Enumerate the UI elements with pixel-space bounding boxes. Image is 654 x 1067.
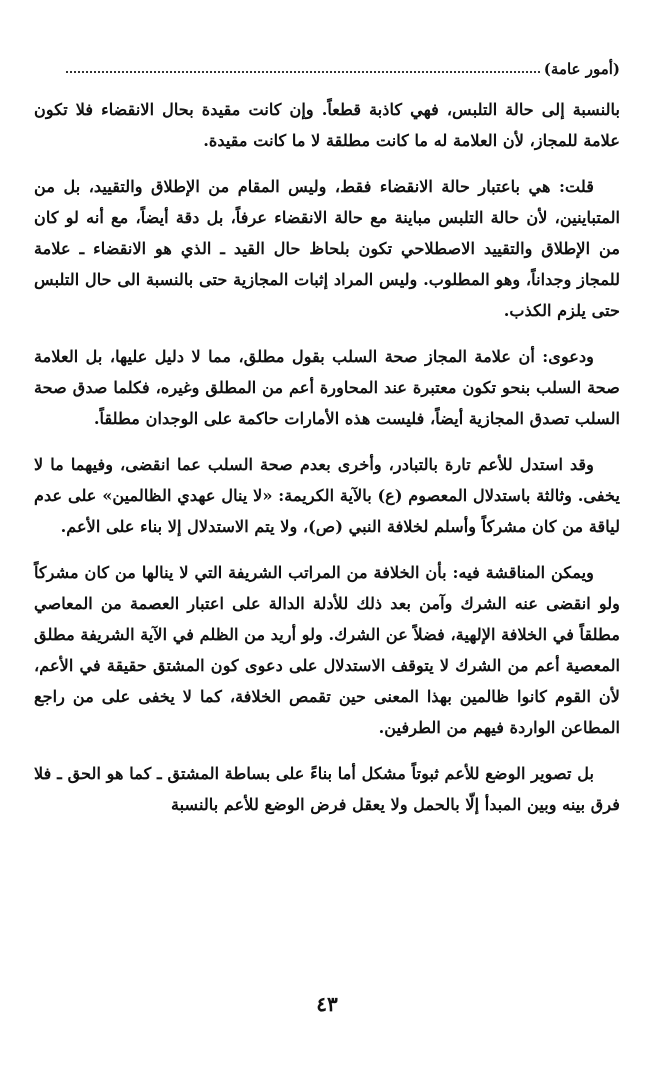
header-title: (أمور عامة) bbox=[543, 60, 620, 78]
page-number: ٤٣ bbox=[316, 992, 338, 1016]
paragraph-6: بل تصوير الوضع للأعم ثبوتاً مشكل أما بناءً على بساطة المشتق ـ كما هو الحق ـ فلا فرق بينه وبين المبدأ إلّا بالحمل ولا يعقل فرض الوضع للأعم بالنسبة bbox=[34, 764, 620, 814]
header-dotted-leader bbox=[66, 70, 540, 73]
paragraph-2: قلت: هي باعتبار حالة الانقضاء فقط، وليس المقام من الإطلاق والتقييد، بل من المتباينين، لأن حالة التلبس مباينة مع حالة الانقضاء عرفاً، بل دقة أيضاً، مع أنه لو كان من الإطلاق والتقييد الاصطلاحي تكون بلحاظ حال القيد ـ الذي هو الانقضاء ـ علامة للمجاز وجداناً، وهو المطلوب. وليس المراد إثبات المجازية حتى بالنسبة الى حال التلبس حتى يلزم الكذب. bbox=[34, 177, 620, 320]
paragraph-4: وقد استدل للأعم تارة بالتبادر، وأخرى بعدم صحة السلب عما انقضى، وفيهما ما لا يخفى. وثالثة باستدلال المعصوم (ع) بالآية الكريمة: «لا ينال عهدي الظالمين» على عدم لياقة من كان مشركاً وأسلم لخلافة النبي (ص)، ولا يتم الاستدلال إلا بناء على الأعم. bbox=[34, 455, 620, 536]
body-text bbox=[34, 94, 620, 835]
running-header bbox=[66, 52, 620, 78]
paragraph-3: ودعوى: أن علامة المجاز صحة السلب بقول مطلق، مما لا دليل عليها، بل العلامة صحة السلب بنحو تكون معتبرة عند المحاورة أعم من المطلق وغيره، فكلما صدق صحة السلب تصدق المجازية أيضاً، فليست هذه الأمارات حاكمة على الوجدان مطلقاً. bbox=[34, 347, 620, 428]
paragraph-1: بالنسبة إلى حالة التلبس، فهي كاذبة قطعاً. وإن كانت مقيدة بحال الانقضاء فلا تكون علامة للمجاز، لأن العلامة له ما كانت مطلقة لا ما كانت مقيدة. bbox=[34, 100, 620, 150]
paragraph-5: ويمكن المناقشة فيه: بأن الخلافة من المراتب الشريفة التي لا ينالها من كان مشركاً ولو انقضى عنه الشرك وآمن بعد ذلك للأدلة الدالة على اعتبار العصمة من المعاصي مطلقاً في الخلافة الإلهية، فضلاً عن الشرك. ولو أريد من الظلم في الآية الشريفة مطلق المعصية أعم من الشرك لا يتوقف الاستدلال على دعوى كون المشتق حقيقة في الأعم، لأن القوم كانوا ظالمين بهذا المعنى حين تقمص الخلافة، كما لا يخفى على من راجع المطاعن الواردة فيهم من الطرفين. bbox=[33, 563, 620, 737]
